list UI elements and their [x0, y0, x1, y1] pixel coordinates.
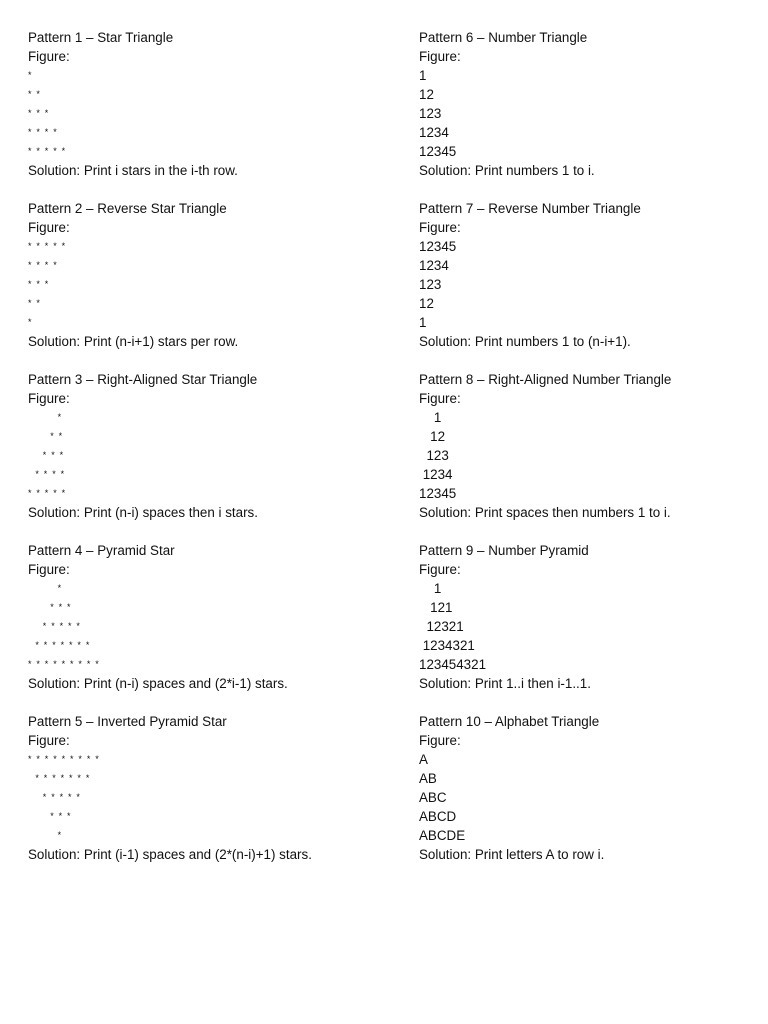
figure-line: * * * * *: [28, 621, 82, 631]
figure-line: * *: [28, 298, 42, 308]
figure-label: Figure:: [419, 562, 461, 577]
figure-line: *: [28, 70, 33, 80]
figure-line: *: [28, 583, 63, 593]
pattern-block: [28, 712, 388, 864]
figure-line: 1: [419, 315, 427, 330]
figure-label: Figure:: [28, 49, 70, 64]
figure-line: 1234: [419, 467, 453, 482]
pattern-title: Pattern 1 – Star Triangle: [28, 30, 174, 45]
solution-text: Solution: Print spaces then numbers 1 to i.: [419, 505, 671, 520]
left-column: [28, 28, 388, 883]
figure-line: 12345: [419, 486, 457, 501]
pattern-block: [419, 199, 768, 351]
figure-line: 12345: [419, 239, 457, 254]
figure-line: 1234321: [419, 638, 475, 653]
figure-line: * *: [28, 431, 64, 441]
pattern-title: Pattern 5 – Inverted Pyramid Star: [28, 714, 227, 729]
figure-line: 1: [419, 410, 442, 425]
pattern-block: [419, 541, 768, 693]
pattern-title: Pattern 9 – Number Pyramid: [419, 543, 589, 558]
pattern-title: Pattern 7 – Reverse Number Triangle: [419, 201, 641, 216]
solution-text: Solution: Print (n-i) spaces then i stars.: [28, 505, 258, 520]
solution-text: Solution: Print (n-i) spaces and (2*i-1) stars.: [28, 676, 288, 691]
figure-line: 1: [419, 68, 427, 83]
pattern-title: Pattern 6 – Number Triangle: [419, 30, 588, 45]
figure-line: * * * *: [28, 260, 58, 270]
figure-label: Figure:: [419, 391, 461, 406]
pattern-block: [419, 712, 768, 864]
figure-line: * * * * *: [28, 488, 67, 498]
figure-line: * * *: [28, 811, 72, 821]
pattern-block: [28, 541, 388, 693]
figure-line: * * * * *: [28, 146, 67, 156]
figure-line: 1234: [419, 258, 449, 273]
solution-text: Solution: Print numbers 1 to (n-i+1).: [419, 334, 631, 349]
figure-line: 123: [419, 448, 449, 463]
figure-line: 121: [419, 600, 453, 615]
figure-line: *: [28, 317, 33, 327]
solution-text: Solution: Print 1..i then i-1..1.: [419, 676, 591, 691]
figure-line: * * * *: [28, 469, 66, 479]
figure-line: 1234: [419, 125, 449, 140]
figure-line: * * * *: [28, 127, 58, 137]
pattern-block: [28, 199, 388, 351]
figure-line: AB: [419, 771, 437, 786]
figure-line: * * * * * * *: [28, 773, 91, 783]
solution-text: Solution: Print (i-1) spaces and (2*(n-i)+1) stars.: [28, 847, 312, 862]
pattern-title: Pattern 10 – Alphabet Triangle: [419, 714, 600, 729]
figure-line: * * * * * * * * *: [28, 659, 100, 669]
figure-line: * * *: [28, 279, 50, 289]
pattern-block: [419, 28, 768, 180]
figure-line: ABCDE: [419, 828, 466, 843]
figure-line: A: [419, 752, 428, 767]
figure-line: ABC: [419, 790, 447, 805]
figure-label: Figure:: [28, 733, 70, 748]
solution-text: Solution: Print i stars in the i-th row.: [28, 163, 238, 178]
figure-label: Figure:: [419, 220, 461, 235]
figure-line: 123454321: [419, 657, 487, 672]
pattern-title: Pattern 8 – Right-Aligned Number Triangle: [419, 372, 672, 387]
right-column: [419, 28, 768, 883]
solution-text: Solution: Print numbers 1 to i.: [419, 163, 595, 178]
figure-line: * * * * *: [28, 792, 82, 802]
figure-line: * * *: [28, 108, 50, 118]
figure-line: * * * * * * * * *: [28, 754, 100, 764]
figure-line: 12: [419, 296, 434, 311]
figure-line: 12321: [419, 619, 464, 634]
pattern-title: Pattern 3 – Right-Aligned Star Triangle: [28, 372, 258, 387]
pattern-title: Pattern 2 – Reverse Star Triangle: [28, 201, 227, 216]
figure-line: ABCD: [419, 809, 457, 824]
figure-line: 123: [419, 106, 442, 121]
figure-line: 1: [419, 581, 442, 596]
pattern-title: Pattern 4 – Pyramid Star: [28, 543, 175, 558]
figure-label: Figure:: [28, 391, 70, 406]
pattern-block: [419, 370, 768, 522]
figure-label: Figure:: [28, 562, 70, 577]
figure-line: 12345: [419, 144, 457, 159]
figure-label: Figure:: [419, 733, 461, 748]
figure-line: 12: [419, 87, 434, 102]
solution-text: Solution: Print (n-i+1) stars per row.: [28, 334, 239, 349]
solution-text: Solution: Print letters A to row i.: [419, 847, 605, 862]
pattern-block: [28, 28, 388, 180]
figure-line: * * * * *: [28, 241, 67, 251]
figure-line: * * *: [28, 602, 72, 612]
figure-label: Figure:: [419, 49, 461, 64]
figure-line: 12: [419, 429, 446, 444]
figure-line: * *: [28, 89, 42, 99]
figure-label: Figure:: [28, 220, 70, 235]
figure-line: * * *: [28, 450, 65, 460]
pattern-block: [28, 370, 388, 522]
figure-line: 123: [419, 277, 442, 292]
figure-line: *: [28, 412, 63, 422]
figure-line: * * * * * * *: [28, 640, 91, 650]
figure-line: *: [28, 830, 63, 840]
